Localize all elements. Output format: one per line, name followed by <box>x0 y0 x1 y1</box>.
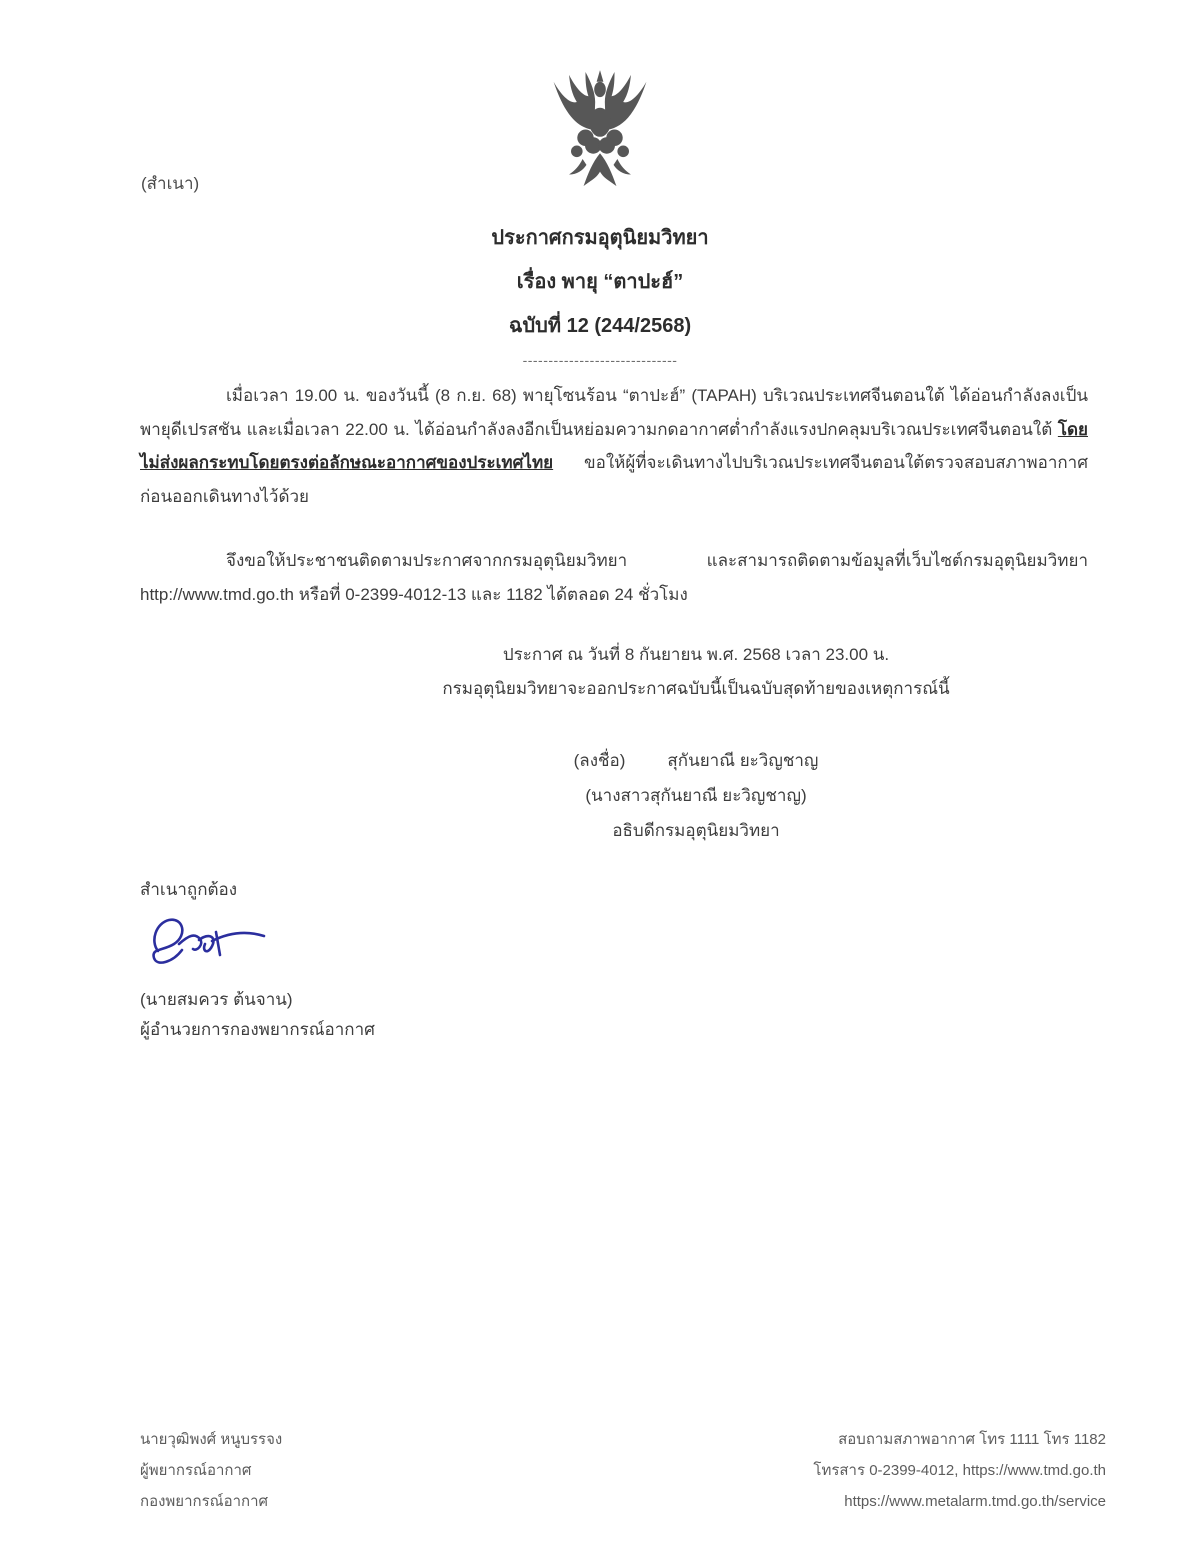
title-subject: เรื่อง พายุ “ตาปะฮ์” <box>516 271 684 293</box>
document-body <box>140 379 1088 1045</box>
garuda-emblem-icon <box>542 66 658 196</box>
paragraph1-text-end: ขอให้ผู้ที่จะเดินทางไปบริเวณประเทศจีนตอนใต้ตรวจสอบสภาพอากาศก่อนออกเดินทางไว้ด้วย <box>140 453 1088 506</box>
forecaster-division: กองพยากรณ์อากาศ <box>140 1493 269 1510</box>
contact-fax-website-line: โทรสาร 0-2399-4012, https://www.tmd.go.th <box>813 1462 1106 1479</box>
forecaster-title: ผู้พยากรณ์อากาศ <box>140 1462 252 1479</box>
footer-forecaster-block <box>140 1424 282 1517</box>
copy-label: (สำเนา) <box>141 174 200 193</box>
issued-block <box>140 638 1088 706</box>
signature-ink-icon <box>142 911 1088 983</box>
document-footer <box>140 1424 1106 1517</box>
title-issue-number: ฉบับที่ 12 (244/2568) <box>508 315 692 337</box>
title-department: ประกาศกรมอุตุนิยมวิทยา <box>491 227 709 249</box>
final-notice-line: กรมอุตุนิยมวิทยาจะออกประกาศฉบับนี้เป็นฉบับสุดท้ายของเหตุการณ์นี้ <box>442 679 950 698</box>
paragraph1-text-start: เมื่อเวลา 19.00 น. ของวันนี้ (8 ก.ย. 68) พายุโซนร้อน “ตาปะฮ์” (TAPAH) บริเวณประเทศจีนตอนใต้ ได้อ่อนกำลังลงเป็นพายุดีเปรสชัน และเมื่อเวลา 22.00 น. ได้อ่อนกำลังลงอีกเป็นหย่อมความกดอากาศต่ำกำลังแรงปกคลุมบริเวณประเทศจีนตอนใต้ <box>140 386 1088 439</box>
signer-full-name: (นางสาวสุกันยาณี ยะวิญชาญ) <box>585 786 807 805</box>
signer-name: สุกันยาณี ยะวิญชาญ <box>667 751 819 770</box>
contact-phone-line: สอบถามสภาพอากาศ โทร 1111 โทร 1182 <box>838 1431 1106 1448</box>
footer-contact-block <box>813 1424 1106 1517</box>
body-paragraph-2: จึงขอให้ประชาชนติดตามประกาศจากกรมอุตุนิยมวิทยา และสามารถติดตามข้อมูลที่เว็บไซต์กรมอุตุนิยมวิทยา http://www.tmd.go.th หรือที่ 0-2399-4012-13 และ 1182 ได้ตลอด 24 ชั่วโมง <box>140 551 1088 604</box>
body-paragraph-1 <box>140 379 1088 513</box>
signer-position: อธิบดีกรมอุตุนิยมวิทยา <box>612 821 780 840</box>
signature-block <box>140 743 1088 848</box>
issued-date-line: ประกาศ ณ วันที่ 8 กันยายน พ.ศ. 2568 เวลา 23.00 น. <box>502 645 890 664</box>
certifier-position: ผู้อำนวยการกองพยากรณ์อากาศ <box>140 1020 375 1039</box>
document-title-block <box>0 216 1200 367</box>
forecaster-name: นายวุฒิพงศ์ หนูบรรจง <box>140 1431 283 1448</box>
certified-copy-label: สำเนาถูกต้อง <box>140 880 238 899</box>
certifier-name: (นายสมควร ต้นจาน) <box>140 990 293 1009</box>
paragraph1-emphasis: โดยไม่ส่งผลกระทบโดยตรงต่อลักษณะอากาศของประเทศไทย <box>140 419 1088 472</box>
certified-copy-block <box>140 875 1088 1045</box>
signed-label: (ลงชื่อ) <box>573 751 626 770</box>
title-separator: ------------------------------ <box>522 353 678 367</box>
contact-metalarm-url: https://www.metalarm.tmd.go.th/service <box>844 1493 1106 1510</box>
signature-line <box>304 743 1088 778</box>
